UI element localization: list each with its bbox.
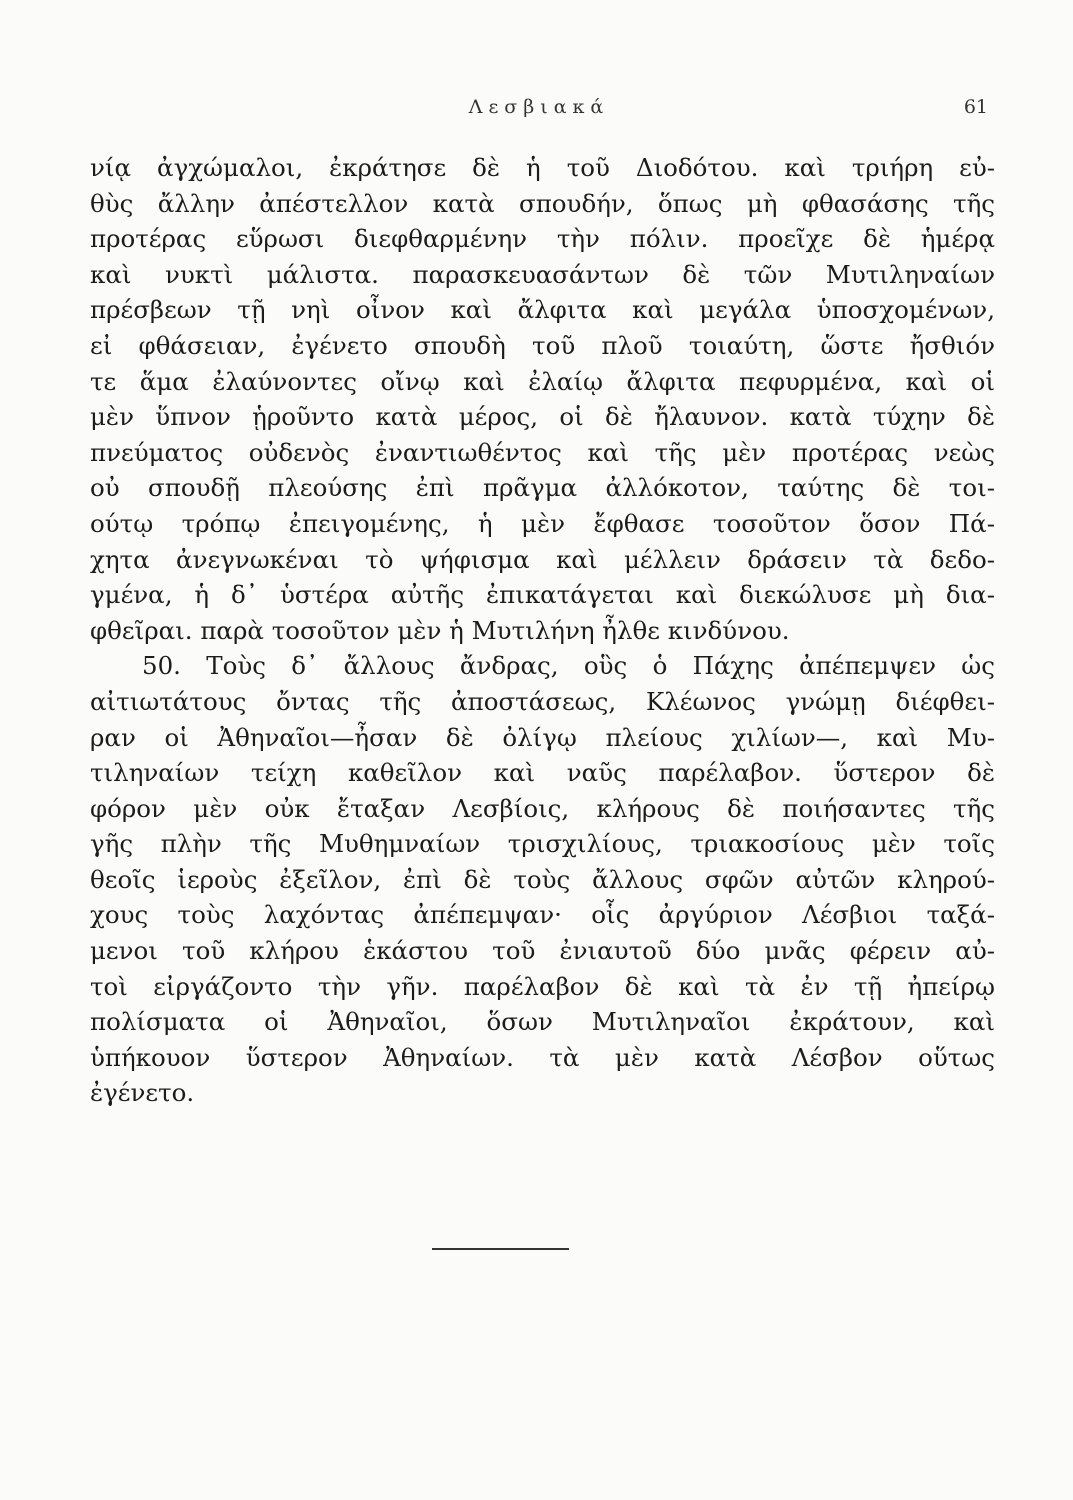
text-line: τε ἅμα ἐλαύνοντες οἴνῳ καὶ ἐλαίῳ ἄλφιτα πεφυρμένα, καὶ οἱ bbox=[90, 366, 995, 396]
text-line: πρέσβεων τῇ νηὶ οἶνον καὶ ἄλφιτα καὶ μεγάλα ὑποσχομένων, bbox=[90, 295, 995, 325]
text-line: πνεύματος οὐδενὸς ἐναντιωθέντος καὶ τῆς μὲν προτέρας νεὼς bbox=[90, 437, 995, 467]
running-head bbox=[88, 96, 990, 126]
text-line: τιληναίων τείχη καθεῖλον καὶ ναῦς παρέλαβον. ὕστερον δὲ bbox=[90, 758, 995, 788]
text-line: χους τοὺς λαχόντας ἀπέπεμψαν· οἷς ἀργύριον Λέσβιοι ταξά- bbox=[90, 900, 995, 930]
page-number: 61 bbox=[963, 96, 988, 118]
text-line: φόρον μὲν οὐκ ἔταξαν Λεσβίοις, κλήρους δὲ ποιήσαντες τῆς bbox=[90, 793, 995, 823]
text-line: φθεῖραι. παρὰ τοσοῦτον μὲν ἡ Μυτιλήνη ἦλθε κινδύνου. bbox=[90, 615, 790, 645]
text-line: οὐ σπουδῇ πλεούσης ἐπὶ πρᾶγμα ἀλλόκοτον, ταύτης δὲ τοι- bbox=[90, 473, 995, 503]
text-line: γμένα, ἡ δ᾽ ὑστέρα αὐτῆς ἐπικατάγεται καὶ διεκώλυσε μὴ δια- bbox=[90, 580, 995, 610]
text-line: γῆς πλὴν τῆς Μυθημναίων τρισχιλίους, τριακοσίους μὲν τοῖς bbox=[90, 829, 995, 859]
text-line: θὺς ἄλλην ἀπέστελλον κατὰ σπουδήν, ὅπως μὴ φθασάσης τῆς bbox=[90, 188, 995, 218]
text-line: ούτῳ τρόπῳ ἐπειγομένης, ἡ μὲν ἔφθασε τοσοῦτον ὅσον Πά- bbox=[90, 508, 995, 538]
text-line: αἰτιωτάτους ὄντας τῆς ἀποστάσεως, Κλέωνος γνώμῃ διέφθει- bbox=[90, 686, 995, 716]
text-line: προτέρας εὕρωσι διεφθαρμένην τὴν πόλιν. προεῖχε δὲ ἡμέρᾳ bbox=[90, 224, 995, 254]
text-line: μὲν ὕπνον ᾑροῦντο κατὰ μέρος, οἱ δὲ ἤλαυνον. κατὰ τύχην δὲ bbox=[90, 402, 995, 432]
text-line: εἰ φθάσειαν, ἐγένετο σπουδὴ τοῦ πλοῦ τοιαύτη, ὥστε ἤσθιόν bbox=[90, 330, 995, 360]
section-50-first-line: 50. Τοὺς δ᾽ ἄλλους ἄνδρας, οὓς ὁ Πάχης ἀπέπεμψεν ὡς bbox=[142, 651, 995, 681]
text-line: μενοι τοῦ κλήρου ἑκάστου τοῦ ἐνιαυτοῦ δύο μνᾶς φέρειν αὐ- bbox=[90, 936, 995, 966]
text-line: πολίσματα οἱ Ἀθηναῖοι, ὅσων Μυτιληναῖοι ἐκράτουν, καὶ bbox=[90, 1007, 995, 1037]
text-line: ραν οἱ Ἀθηναῖοι—ἦσαν δὲ ὀλίγῳ πλείους χιλίων—, καὶ Μυ- bbox=[90, 722, 995, 752]
text-line: νίᾳ ἀγχώμαλοι, ἐκράτησε δὲ ἡ τοῦ Διοδότου. καὶ τριήρη εὐ- bbox=[90, 153, 995, 182]
text-line: θεοῖς ἱεροὺς ἐξεῖλον, ἐπὶ δὲ τοὺς ἄλλους σφῶν αὐτῶν κληρού- bbox=[90, 864, 995, 894]
body-text bbox=[90, 150, 995, 1111]
text-line: ἐγένετο. bbox=[90, 1078, 195, 1108]
text-line: χητα ἀνεγνωκέναι τὸ ψήφισμα καὶ μέλλειν δράσειν τὰ δεδο- bbox=[90, 544, 995, 574]
text-line: καὶ νυκτὶ μάλιστα. παρασκευασάντων δὲ τῶν Μυτιληναίων bbox=[90, 259, 995, 289]
section-end-rule bbox=[432, 1248, 569, 1250]
text-line: ὑπήκουον ὕστερον Ἀθηναίων. τὰ μὲν κατὰ Λέσβον οὕτως bbox=[90, 1042, 995, 1072]
text-line: τοὶ εἰργάζοντο τὴν γῆν. παρέλαβον δὲ καὶ τὰ ἐν τῇ ἠπείρῳ bbox=[90, 971, 995, 1001]
running-title: Λεσβιακά bbox=[468, 96, 610, 118]
